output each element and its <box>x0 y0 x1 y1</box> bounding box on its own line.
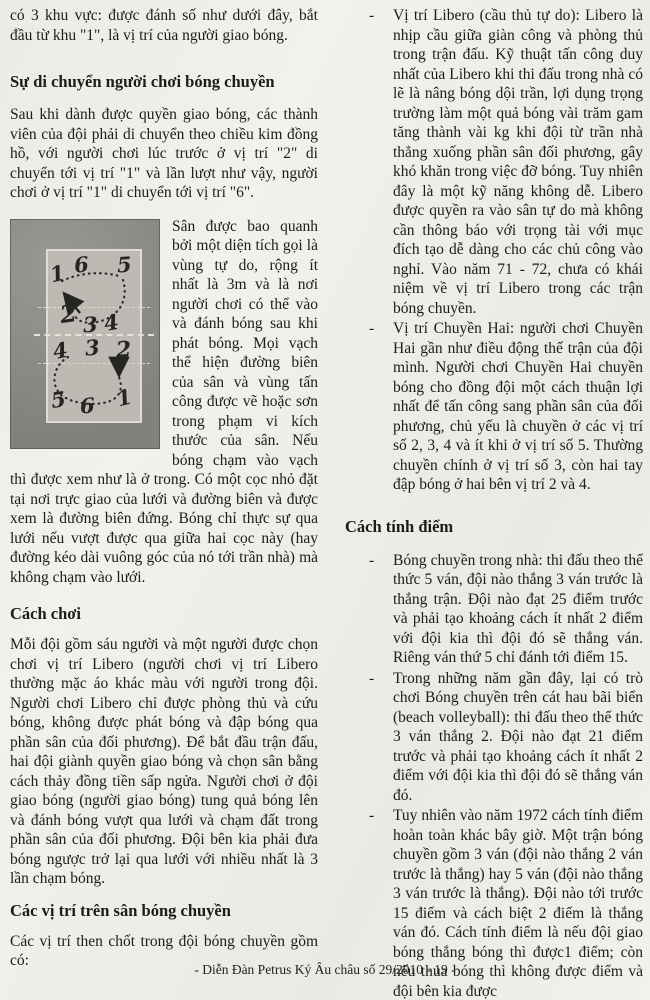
heading-court-positions: Các vị trí trên sân bóng chuyền <box>10 900 231 920</box>
court-number: 4 <box>101 308 121 336</box>
movement-paragraph: Sau khi dành được quyền giao bóng, các thành viên của đội phải di chuyển theo chiều kim đồng hồ, với người chơi lúc trước ở vị trí "2" di chuyển tới vị trí "1" và lần lượt như vậy, người chơi ở vị trí "1" di chuyển tới vị trí "6". <box>10 106 318 201</box>
list-item-beach-scoring: - Trong những năm gần đây, lại có trò chơi Bóng chuyền trên cát hau bãi biển (beach volleyball): thi đấu theo thể thức 3 ván thắng 2. Đội nào đạt 21 điểm trước và phải tạo khoảng cách ít nhất 2 điểm với đội kia thì đội đó sẽ thắng ván đó. <box>345 669 643 806</box>
positions-intro-paragraph: Các vị trí then chốt trong đội bóng chuyền gồm có: <box>10 932 318 969</box>
court-number: 3 <box>83 333 101 361</box>
intro-paragraph: có 3 khu vực: được đánh số như dưới đây, bắt đầu từ khu "1", là vị trí của người giao bóng. <box>10 7 318 44</box>
court-number: 6 <box>72 250 90 278</box>
heading-scoring: Cách tính điểm <box>345 516 454 536</box>
list-item-old-scoring: - Tuy nhiên vào năm 1972 cách tính điểm hoàn toàn khác bây giờ. Một trận bóng chuyền gồm 3 ván (đội nào thắng 2 ván trước là thắng) hay 5 ván (đội nào thắng 3 ván trước là thắng). Đội nào tới trước 15 điểm và cách biệt 2 điểm là thắng ván đó. Cách tính điểm là nếu đội giao bóng thắng bóng thì được1 điểm; còn nếu thua bóng thì không được điểm và đội bên kia được <box>345 806 643 1000</box>
court-number: 4 <box>50 336 70 364</box>
list-item-indoor-scoring: - Bóng chuyền trong nhà: thi đấu theo thể thức 5 ván, đội nào thắng 3 ván trước là thắng trận. Đội nào đạt 25 điểm trước và phải tạo khoảng cách ít nhất 2 điểm với đội kia thì đội đó sẽ thắng ván. Riêng ván thứ 5 chỉ đánh tới điểm 15. <box>345 551 643 668</box>
heading-player-movement: Sự di chuyển người chơi bóng chuyền <box>10 72 275 91</box>
court-number: 3 <box>82 311 99 337</box>
court-number: 5 <box>116 251 133 277</box>
court-number: 2 <box>115 335 133 364</box>
court-number: 1 <box>47 259 68 287</box>
two-column-layout <box>10 6 643 1000</box>
court-number: 1 <box>114 383 135 411</box>
page-footer: - Diễn Đàn Petrus Ký Âu châu số 29/2010 - 19 - <box>194 962 456 977</box>
court-number: 5 <box>49 385 68 413</box>
heading-how-to-play: Cách chơi <box>10 604 82 623</box>
list-item-setter: - Vị trí Chuyền Hai: người chơi Chuyền Hai gần như điều động thế trận của đội mình. Người chơi Chuyền Hai chuyền bóng cho đồng đội một cách thuận lợi nhất để tấn công sang phần sân của đối phương, chủ yếu là chuyền ở các vị trí số 2, 3, 4 và ít khi ở vị trí số 5. Thường chuyền chính ở vị trí số 3, còn hai tay đập bóng ở hai bên vị trí 2 và 4. <box>345 319 643 495</box>
rotation-dotted-path-top-a <box>62 273 122 281</box>
court-rotation-diagram <box>10 219 160 449</box>
scoring-list <box>345 551 643 1000</box>
right-column <box>345 6 643 1000</box>
list-item-libero: - Vị trí Libero (cầu thủ tự do): Libero là nhịp cầu giữa giàn công và phòng thủ trong trận đấu. Kỹ thuật tấn công duy nhất của Libero khi thi đấu trong nhà có lẽ là nâng bóng dội trần, lợi dụng trọng trường làm một quả bóng vài trăm gam tăng thành vài kg khi đội từ trần nhà thẳng xuống phần sân đối phương, gây khó khăn trong việc đỡ bóng. Tuy nhiên đây là một kỹ năng không dễ. Libero được quyền ra vào sân tự do mà không cần thông báo với trọng tài với mục đích tạo dễ dàng cho các chủ công vào nghỉ. Vào năm 71 - 72, chưa có khái niệm về vị trí Libero trong các trận bóng chuyền. <box>345 6 643 318</box>
court-number: 2 <box>58 297 79 329</box>
court-number: 6 <box>79 392 96 418</box>
position-list <box>345 6 643 495</box>
court-paragraph-block <box>10 217 318 588</box>
how-to-play-paragraph: Mỗi đội gồm sáu người và một người được chọn chơi vị trí Libero (người chơi vị trí Libero thường mặc áo khác màu với người trong đội. Người chơi Libero chỉ được phòng thủ và cứu bóng, không được phát bóng và đập bóng qua phần sân của đối phương). Để bắt đầu trận đấu, hai đội giành quyền giao bóng và chọn sân bằng cách thảy đồng tiền sấp ngửa. Người chơi ở đội giao bóng (người giao bóng) tung quả bóng lên và đánh bóng vượt qua lưới và chạm đất trong phần sân của đối phương. Đội bên kia phải đưa bóng ngược trở lại qua lưới với nhiều nhất là 3 lần chạm bóng. <box>10 636 318 887</box>
left-column <box>10 6 318 1000</box>
court-paragraph: Sân được bao quanh bởi một diện tích gọi là vùng tự do, rộng ít nhất là 3m và là nơi người chơi có thể vào và đánh bóng sau khi phát bóng. Mọi vạch thể hiện đường biên của sân và vùng tấn công được vẽ hoặc sơn trong phạm vi kích thước của sân. Nếu bóng chạm vào vạch thì được xem như là ở trong. Có một cọc nhỏ đặt tại nơi trực giao của lưới và đường biên và được xem là đường biên đứng. Bóng chỉ thực sự qua lưới nếu vượt được qua giữa hai cọc này (hay đường kéo dài vuông góc của nó tới trần nhà) mà không chạm vào lưới. <box>10 217 318 586</box>
